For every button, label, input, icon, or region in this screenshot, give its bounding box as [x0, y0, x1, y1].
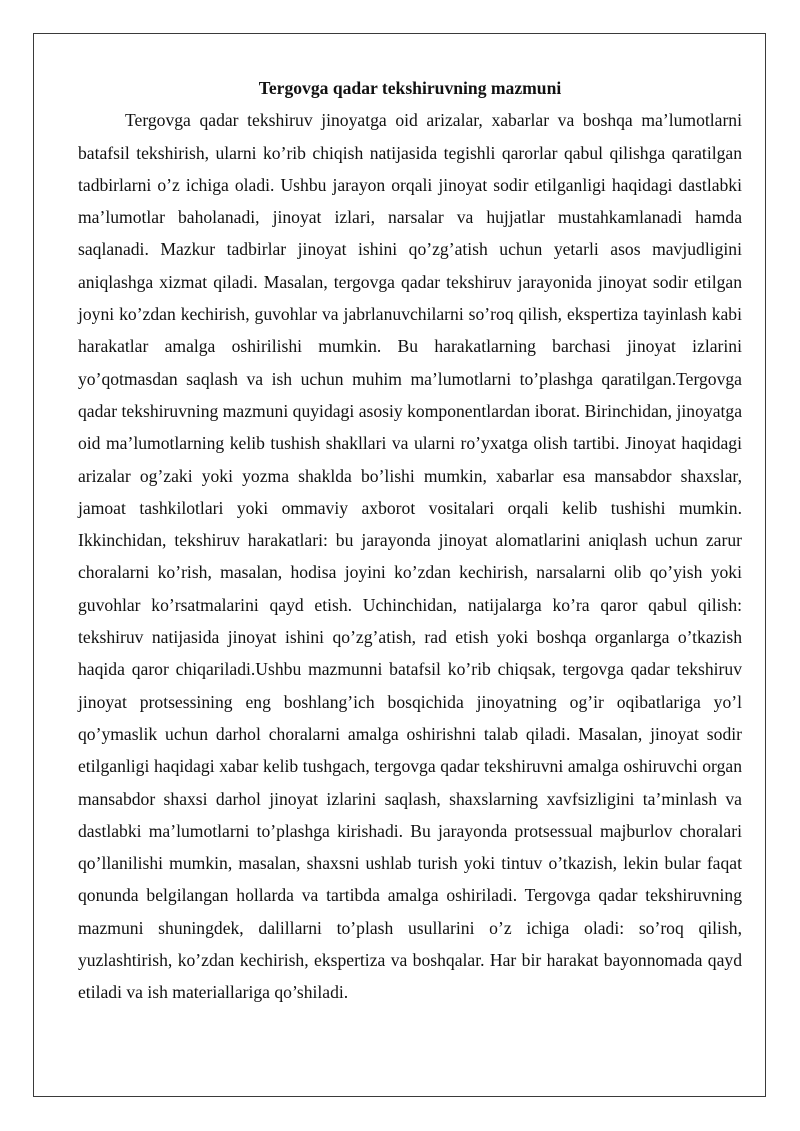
document-title: Tergovga qadar tekshiruvning mazmuni — [258, 78, 562, 98]
document-body-paragraph: Tergovga qadar tekshiruv jinoyatga oid arizalar, xabarlar va boshqa ma’lumotlarni batafsil tekshirish, ularni ko’rib chiqish natijasida tegishli qarorlar qabul qilishga qaratilgan tadbirlarni o’z ichiga oladi. Ushbu jarayon orqali jinoyat sodir etilganligi haqidagi dastlabki ma’lumotlar baholanadi, jinoyat izlari, narsalar va hujjatlar mustahkamlanadi hamda saqlanadi. Mazkur tadbirlar jinoyat ishini qo’zg’atish uchun yetarli asos mavjudligini aniqlashga xizmat qiladi. Masalan, tergovga qadar tekshiruv jarayonida jinoyat sodir etilgan joyni ko’zdan kechirish, guvohlar va jabrlanuvchilarni so’roq qilish, ekspertiza tayinlash kabi harakatlar amalga oshirilishi mumkin. Bu harakatlarning barchasi jinoyat izlarini yo’qotmasdan saqlash va ish uchun muhim ma’lumotlarni to’plashga qaratilgan.Tergovga qadar tekshiruvning mazmuni quyidagi asosiy komponentlardan iborat. Birinchidan, jinoyatga oid ma’lumotlarning kelib tushish shakllari va ularni ro’yxatga olish tartibi. Jinoyat haqidagi arizalar og’zaki yoki yozma shaklda bo’lishi mumkin, xabarlar esa mansabdor shaxslar, jamoat tashkilotlari yoki ommaviy axborot vositalari orqali kelib tushishi mumkin. Ikkinchidan, tekshiruv harakatlari: bu jarayonda jinoyat alomatlarini aniqlash uchun zarur choralarni ko’rish, masalan, hodisa joyini ko’zdan kechirish, narsalarni olib qo’yish yoki guvohlar ko’rsatmalarini qayd etish. Uchinchidan, natijalarga ko’ra qaror qabul qilish: tekshiruv natijasida jinoyat ishini qo’zg’atish, rad etish yoki boshqa organlarga o’tkazish haqida qaror chiqariladi.Ushbu mazmunni batafsil ko’rib chiqsak, tergovga qadar tekshiruv jinoyat protsessining eng boshlang’ich bosqichida jinoyatning og’ir oqibatlariga yo’l qo’ymaslik uchun darhol choralarni amalga oshirishni talab qiladi. Masalan, jinoyat sodir etilganligi haqidagi xabar kelib tushgach, tergovga qadar tekshiruvni amalga oshiruvchi organ mansabdor shaxsi darhol jinoyat izlarini saqlash, shaxslarning xavfsizligini ta’minlash va dastlabki ma’lumotlarni to’plashga kirishadi. Bu jarayonda protsessual majburlov choralari qo’llanilishi mumkin, masalan, shaxsni ushlab turish yoki tintuv o’tkazish, lekin bular faqat qonunda belgilangan hollarda va tartibda amalga oshiriladi. Tergovga qadar tekshiruvning mazmuni shuningdek, dalillarni to’plash usullarini o’z ichiga oladi: so’roq qilish, yuzlashtirish, ko’zdan kechirish, ekspertiza va boshqalar. Har bir harakat bayonnomada qayd etiladi va ish materiallariga qo’shiladi. — [78, 110, 742, 1003]
document-content — [78, 72, 742, 1009]
